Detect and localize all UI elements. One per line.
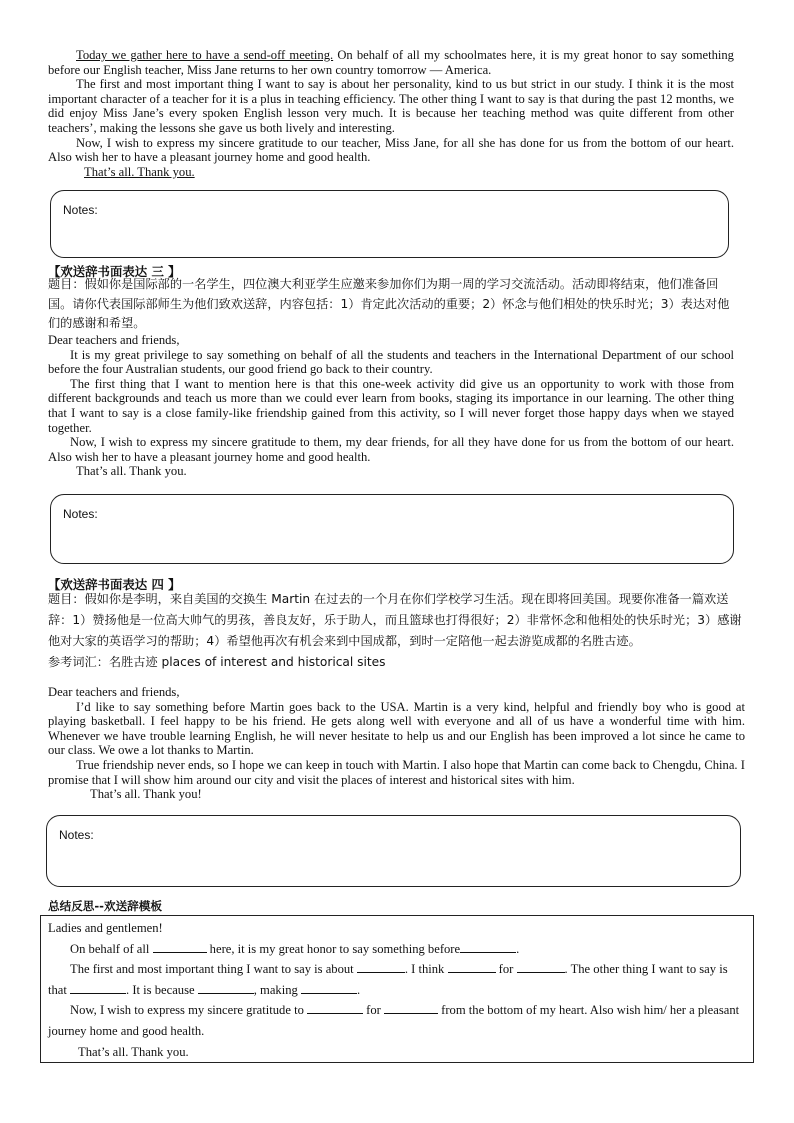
notes-box-2[interactable] bbox=[50, 494, 734, 564]
fill-in-blank[interactable] bbox=[70, 982, 126, 994]
speech-4-paragraph-1: I’d like to say something before Martin goes back to the USA. Martin is a very kind, helpful and friendly boy who is good at playing basketball. I feel happy to be his friend. He gets along well with everyone and all of us have a wonderful time with him. Whenever we have trouble learning English, he will never hesitate to help us and our English has been improved a lot since he came to our class. We owe a lot thanks to Martin. bbox=[48, 699, 745, 758]
section-3-prompt bbox=[48, 275, 738, 334]
speech-4-paragraph-2: True friendship never ends, so I hope we can keep in touch with Martin. I also hope that Martin can come back to Chengdu, China. I promise that I will show him around our city and visit the places of interest and historical sites with him. bbox=[48, 757, 745, 787]
notes-label: Notes: bbox=[59, 828, 94, 842]
summary-heading: 总结反思--欢送辞模板 bbox=[48, 899, 162, 913]
speech-1-paragraph-3: Now, I wish to express my sincere gratitude to our teacher, Miss Jane, for all she has done for us from the bottom of our heart. Also wish her to have a pleasant journey home and good health. bbox=[48, 135, 734, 165]
farewell-speech-template-box bbox=[40, 915, 754, 1063]
speech-3-paragraph-1: It is my great privilege to say something on behalf of all the students and teachers in the International Department of our school before the four Australian students, our good friend go back to their country. bbox=[48, 347, 734, 377]
fill-in-blank[interactable] bbox=[357, 961, 405, 973]
template-closing: That’s all. Thank you. bbox=[78, 1044, 189, 1059]
template-text: for bbox=[495, 962, 517, 977]
template-line-2: The first and most important thing I want to say is about . I think for . The other thing I want to say is that . It is because , making . bbox=[48, 962, 728, 997]
speech-1 bbox=[48, 48, 734, 179]
template-text: , making bbox=[253, 982, 301, 997]
notes-box-3[interactable] bbox=[46, 815, 741, 887]
fill-in-blank[interactable] bbox=[448, 961, 496, 973]
fill-in-blank[interactable] bbox=[153, 941, 207, 953]
template-text: from the bottom of my heart. Also wish him/ her a pleasant journey home and good health. bbox=[48, 1003, 740, 1038]
template-line-3 bbox=[48, 1000, 746, 1041]
speech-4 bbox=[48, 685, 745, 802]
notes-label: Notes: bbox=[63, 203, 98, 217]
section-4-heading: 【欢送辞书面表达 四 】 bbox=[48, 577, 181, 592]
speech-1-opening-rest: On behalf of all my schoolmates here, it is my great honor to say something before our English teacher, Miss Jane returns to her own country tomorrow — America. bbox=[48, 48, 734, 77]
speech-3-greeting: Dear teachers and friends, bbox=[48, 333, 180, 347]
speech-1-paragraph-1 bbox=[48, 48, 734, 77]
section-4-prompt-text: 题目：假如你是李明，来自美国的交换生 Martin 在过去的一个月在你们学校学习生活。现在即将回美国。现要你准备一篇欢送辞：1）赞扬他是一位高大帅气的男孩，善良友好，乐于助人，而且篮球也打得很好；2）非常怀念和他相处的快乐时光；3）感谢他对大家的英语学习的帮助；4）希望他再次有机会来到中国成都，到时一定陪他一起去游览成都的名胜古迹。 bbox=[48, 592, 742, 648]
fill-in-blank[interactable] bbox=[198, 982, 254, 994]
speech-4-closing: That’s all. Thank you! bbox=[90, 787, 202, 802]
speech-1-underlined-opening: Today we gather here to have a send-off meeting. bbox=[76, 48, 334, 62]
section-4-vocab: 参考词汇：名胜古迹 places of interest and historical sites bbox=[48, 655, 386, 669]
speech-3-paragraph-3: Now, I wish to express my sincere gratitude to them, my dear friends, for all they have done for us from the bottom of our heart. Also wish her to have a pleasant journey home and good health. bbox=[48, 435, 734, 464]
notes-label: Notes: bbox=[63, 507, 98, 521]
speech-3-closing: That’s all. Thank you. bbox=[76, 464, 187, 479]
template-text: . I think bbox=[404, 962, 448, 977]
speech-1-closing bbox=[48, 165, 734, 180]
speech-1-paragraph-2: The first and most important thing I want to say is about her personality, kind to us but strict in our study. I think it is the most important character of a teacher for it is a plus in teaching efficiency. The other thing I want to say is that during the past 12 months, we did enjoy Miss Jane’s every spoken English lesson very much. It is because her teaching method was quite different from other teachers’, making the lessons she gave us both lively and interesting. bbox=[48, 77, 734, 135]
fill-in-blank[interactable] bbox=[307, 1002, 363, 1014]
speech-1-closing-text: That’s all. Thank you. bbox=[84, 164, 195, 179]
fill-in-blank[interactable] bbox=[460, 941, 516, 953]
fill-in-blank[interactable] bbox=[384, 1002, 438, 1014]
template-text: Now, I wish to express my sincere gratitude to bbox=[70, 1003, 308, 1018]
fill-in-blank[interactable] bbox=[517, 961, 565, 973]
template-text: . It is because bbox=[126, 982, 198, 997]
template-line-1: On behalf of all here, it is my great honor to say something before . bbox=[70, 941, 520, 956]
fill-in-blank[interactable] bbox=[301, 982, 357, 994]
template-text: here, it is my great honor to say something before bbox=[206, 941, 461, 956]
speech-4-greeting: Dear teachers and friends, bbox=[48, 685, 180, 699]
section-3-prompt-text: 题目：假如你是国际部的一名学生，四位澳大利亚学生应邀来参加你们为期一周的学习交流活动。活动即将结束，他们准备回国。请你代表国际部师生为他们致欢送辞，内容包括：1）肯定此次活动的重要；2）怀念与他们相处的快乐时光；3）表达对他们的感谢和希望。 bbox=[48, 277, 730, 330]
notes-box-1[interactable] bbox=[50, 190, 729, 258]
template-text: On behalf of all bbox=[70, 941, 153, 956]
template-salutation: Ladies and gentlemen! bbox=[48, 921, 163, 935]
section-4-prompt bbox=[48, 589, 746, 672]
template-text: The first and most important thing I want to say is about bbox=[70, 962, 357, 977]
speech-3 bbox=[48, 333, 734, 479]
speech-3-paragraph-2: The first thing that I want to mention here is that this one-week activity did give us an opportunity to work with those from different backgrounds and teach us more than we could ever learn from books, staging its importance in our learning. The other thing that I want to say is a close family-like friendship gained from this activity, so I will never forget those happy days when we stayed together. bbox=[48, 376, 734, 435]
section-3-heading: 【欢送辞书面表达 三 】 bbox=[48, 264, 181, 279]
template-text: . The other thing I want to say is that bbox=[48, 962, 728, 997]
template-text: for bbox=[363, 1003, 384, 1018]
